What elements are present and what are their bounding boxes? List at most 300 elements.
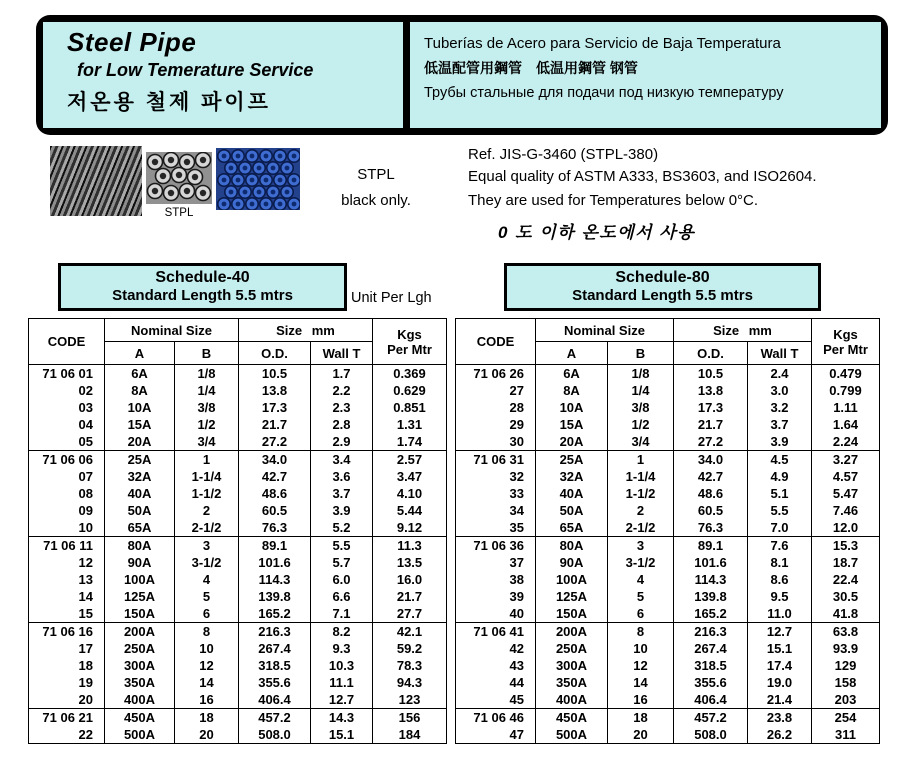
wall-t-cell: 9.5	[748, 588, 812, 605]
od-cell: 48.6	[239, 485, 311, 502]
size-b-cell: 3/4	[175, 433, 239, 451]
size-b-cell: 8	[608, 623, 674, 641]
table-row	[456, 657, 880, 674]
od-cell: 406.4	[674, 691, 748, 709]
od-cell: 34.0	[674, 451, 748, 469]
kgs-per-mtr-cell: 0.369	[373, 365, 447, 383]
table-row	[456, 571, 880, 588]
code-cell: 44	[456, 674, 536, 691]
size-a-cell: 32A	[105, 468, 175, 485]
od-header: O.D.	[674, 342, 748, 365]
code-cell: 43	[456, 657, 536, 674]
kgs-per-mtr-cell: 78.3	[373, 657, 447, 674]
size-a-cell: 80A	[105, 537, 175, 555]
od-cell: 139.8	[239, 588, 311, 605]
code-cell: 71 06 31	[456, 451, 536, 469]
size-b-cell: 18	[608, 709, 674, 727]
size-b-cell: 1/8	[608, 365, 674, 383]
schedule80-table	[455, 318, 880, 744]
kgs-per-mtr-cell: 7.46	[812, 502, 880, 519]
code-cell: 39	[456, 588, 536, 605]
code-cell: 71 06 46	[456, 709, 536, 727]
nominal-size-header: Nominal Size	[105, 319, 239, 342]
code-cell: 29	[456, 416, 536, 433]
size-a-cell: 65A	[105, 519, 175, 537]
kgs-per-mtr-cell: 156	[373, 709, 447, 727]
od-header: O.D.	[239, 342, 311, 365]
od-cell: 27.2	[239, 433, 311, 451]
kgs-per-mtr-cell: 21.7	[373, 588, 447, 605]
kgs-per-mtr-cell: 15.3	[812, 537, 880, 555]
kgs-per-mtr-cell: 16.0	[373, 571, 447, 588]
size-a-cell: 50A	[105, 502, 175, 519]
od-cell: 508.0	[674, 726, 748, 744]
wall-t-cell: 5.5	[311, 537, 373, 555]
table-row	[29, 726, 447, 744]
code-cell: 71 06 06	[29, 451, 105, 469]
od-cell: 27.2	[674, 433, 748, 451]
od-cell: 17.3	[674, 399, 748, 416]
table-row	[456, 554, 880, 571]
kgs-per-mtr-cell: 2.57	[373, 451, 447, 469]
code-cell: 40	[456, 605, 536, 623]
col-a-header: A	[105, 342, 175, 365]
size-a-cell: 300A	[536, 657, 608, 674]
size-a-cell: 125A	[105, 588, 175, 605]
kgs-per-mtr-cell: 12.0	[812, 519, 880, 537]
table-row	[456, 640, 880, 657]
wall-t-cell: 2.3	[311, 399, 373, 416]
od-cell: 318.5	[674, 657, 748, 674]
size-b-cell: 2-1/2	[608, 519, 674, 537]
page-title: Steel Pipe	[67, 27, 197, 57]
size-b-cell: 5	[175, 588, 239, 605]
size-a-cell: 150A	[105, 605, 175, 623]
size-a-cell: 450A	[105, 709, 175, 727]
od-cell: 216.3	[239, 623, 311, 641]
schedule40-title: Schedule-40	[155, 269, 250, 286]
wall-t-cell: 15.1	[311, 726, 373, 744]
table-row	[29, 519, 447, 537]
code-cell: 71 06 11	[29, 537, 105, 555]
kgs-per-mtr-cell: 1.11	[812, 399, 880, 416]
page-title-korean: 저온용 철제 파이프	[67, 91, 271, 114]
size-a-cell: 300A	[105, 657, 175, 674]
kgs-per-mtr-cell: 41.8	[812, 605, 880, 623]
size-a-cell: 350A	[105, 674, 175, 691]
kgs-per-mtr-header	[373, 319, 447, 365]
kgs-label: Kgs	[397, 326, 422, 342]
kgs-per-mtr-cell: 27.7	[373, 605, 447, 623]
table-row	[29, 468, 447, 485]
code-cell: 15	[29, 605, 105, 623]
size-b-cell: 3-1/2	[608, 554, 674, 571]
size-b-cell: 1-1/4	[608, 468, 674, 485]
size-a-cell: 10A	[536, 399, 608, 416]
page-subtitle: for Low Temerature Service	[77, 60, 314, 80]
table-row	[29, 433, 447, 451]
size-b-cell: 14	[175, 674, 239, 691]
size-a-cell: 350A	[536, 674, 608, 691]
size-b-cell: 12	[175, 657, 239, 674]
table-row	[456, 605, 880, 623]
size-b-cell: 1	[608, 451, 674, 469]
table-row	[456, 433, 880, 451]
code-cell: 47	[456, 726, 536, 744]
size-b-cell: 20	[608, 726, 674, 744]
table-row	[456, 691, 880, 709]
size-a-cell: 20A	[105, 433, 175, 451]
code-header: CODE	[29, 319, 105, 365]
wall-t-cell: 3.7	[748, 416, 812, 433]
stpl-note	[328, 162, 424, 214]
wall-t-cell: 3.4	[311, 451, 373, 469]
wall-t-cell: 26.2	[748, 726, 812, 744]
od-cell: 10.5	[239, 365, 311, 383]
kgs-per-mtr-cell: 123	[373, 691, 447, 709]
table-row	[29, 416, 447, 433]
code-cell: 22	[29, 726, 105, 744]
od-cell: 89.1	[239, 537, 311, 555]
size-b-cell: 1/4	[175, 382, 239, 399]
size-a-cell: 80A	[536, 537, 608, 555]
code-cell: 71 06 41	[456, 623, 536, 641]
masthead-frame	[36, 15, 888, 135]
table-row	[456, 468, 880, 485]
size-a-cell: 6A	[105, 365, 175, 383]
od-cell: 21.7	[674, 416, 748, 433]
table-row	[29, 485, 447, 502]
size-a-cell: 400A	[536, 691, 608, 709]
table-row	[29, 399, 447, 416]
kgs-per-mtr-cell: 5.47	[812, 485, 880, 502]
reference-notes	[468, 146, 894, 243]
od-cell: 355.6	[239, 674, 311, 691]
code-cell: 42	[456, 640, 536, 657]
schedule80-subtitle: Standard Length 5.5 mtrs	[572, 287, 753, 304]
size-a-cell: 8A	[536, 382, 608, 399]
kgs-per-mtr-cell: 30.5	[812, 588, 880, 605]
wall-t-cell: 11.0	[748, 605, 812, 623]
kgs-per-mtr-cell: 13.5	[373, 554, 447, 571]
od-cell: 10.5	[674, 365, 748, 383]
code-cell: 30	[456, 433, 536, 451]
code-cell: 10	[29, 519, 105, 537]
kgs-per-mtr-cell: 3.27	[812, 451, 880, 469]
code-cell: 19	[29, 674, 105, 691]
size-a-cell: 15A	[536, 416, 608, 433]
table-row	[29, 554, 447, 571]
size-a-cell: 90A	[536, 554, 608, 571]
kgs-per-mtr-cell: 1.31	[373, 416, 447, 433]
od-cell: 457.2	[674, 709, 748, 727]
code-cell: 03	[29, 399, 105, 416]
wall-t-cell: 2.4	[748, 365, 812, 383]
size-b-cell: 14	[608, 674, 674, 691]
masthead-translation-panel	[410, 22, 881, 128]
code-cell: 34	[456, 502, 536, 519]
kgs-per-mtr-cell: 63.8	[812, 623, 880, 641]
size-a-cell: 125A	[536, 588, 608, 605]
wall-t-cell: 5.7	[311, 554, 373, 571]
size-a-cell: 450A	[536, 709, 608, 727]
size-a-cell: 90A	[105, 554, 175, 571]
table-row	[29, 605, 447, 623]
size-a-cell: 150A	[536, 605, 608, 623]
table-row	[29, 451, 447, 469]
od-cell: 101.6	[239, 554, 311, 571]
wall-t-cell: 17.4	[748, 657, 812, 674]
od-cell: 48.6	[674, 485, 748, 502]
wall-t-cell: 8.1	[748, 554, 812, 571]
code-cell: 17	[29, 640, 105, 657]
code-cell: 71 06 21	[29, 709, 105, 727]
size-a-cell: 40A	[105, 485, 175, 502]
size-b-cell: 4	[175, 571, 239, 588]
table-row	[29, 709, 447, 727]
size-b-cell: 3-1/2	[175, 554, 239, 571]
wall-t-cell: 23.8	[748, 709, 812, 727]
size-b-cell: 18	[175, 709, 239, 727]
per-mtr-label: Per Mtr	[823, 341, 868, 357]
size-b-cell: 6	[608, 605, 674, 623]
code-cell: 13	[29, 571, 105, 588]
size-b-cell: 1/2	[608, 416, 674, 433]
wall-t-cell: 4.9	[748, 468, 812, 485]
kgs-per-mtr-cell: 1.74	[373, 433, 447, 451]
table-row	[29, 588, 447, 605]
title-russian: Трубы стальные для подачи под низкую температуру	[424, 85, 784, 101]
size-a-cell: 20A	[536, 433, 608, 451]
od-cell: 457.2	[239, 709, 311, 727]
col-b-header: B	[608, 342, 674, 365]
wall-t-cell: 2.8	[311, 416, 373, 433]
od-cell: 76.3	[239, 519, 311, 537]
stacked-pipes-photo	[50, 146, 142, 216]
od-cell: 89.1	[674, 537, 748, 555]
kgs-per-mtr-header	[812, 319, 880, 365]
kgs-per-mtr-cell: 93.9	[812, 640, 880, 657]
ref-usage: They are used for Temperatures below 0°C.	[468, 192, 759, 209]
wall-t-cell: 3.9	[748, 433, 812, 451]
wall-t-cell: 6.6	[311, 588, 373, 605]
stpl-note-line2: black only.	[341, 192, 411, 209]
code-cell: 20	[29, 691, 105, 709]
wall-t-cell: 5.2	[311, 519, 373, 537]
wall-t-cell: 3.2	[748, 399, 812, 416]
od-cell: 355.6	[674, 674, 748, 691]
schedule40-subtitle: Standard Length 5.5 mtrs	[112, 287, 293, 304]
code-cell: 27	[456, 382, 536, 399]
photo-caption-stpl: STPL	[164, 207, 194, 219]
schedule40-table	[28, 318, 447, 744]
size-a-cell: 15A	[105, 416, 175, 433]
wall-t-cell: 12.7	[748, 623, 812, 641]
wall-t-cell: 2.9	[311, 433, 373, 451]
kgs-per-mtr-cell: 0.851	[373, 399, 447, 416]
od-cell: 165.2	[239, 605, 311, 623]
wall-t-cell: 12.7	[311, 691, 373, 709]
od-cell: 21.7	[239, 416, 311, 433]
nominal-size-header: Nominal Size	[536, 319, 674, 342]
ref-usage-korean: 0 도 이하 온도에서 사용	[498, 223, 696, 242]
size-a-cell: 250A	[105, 640, 175, 657]
size-a-cell: 40A	[536, 485, 608, 502]
kgs-label: Kgs	[833, 326, 858, 342]
schedule40-header-box	[58, 263, 347, 311]
table-row	[29, 674, 447, 691]
code-cell: 08	[29, 485, 105, 502]
size-b-cell: 1/2	[175, 416, 239, 433]
stpl-note-line1: STPL	[357, 166, 395, 183]
col-b-header: B	[175, 342, 239, 365]
wall-t-cell: 4.5	[748, 451, 812, 469]
size-b-cell: 3	[608, 537, 674, 555]
wall-t-header: Wall T	[311, 342, 373, 365]
pipe-bundle-photo	[216, 148, 300, 210]
od-cell: 267.4	[239, 640, 311, 657]
size-b-cell: 3	[175, 537, 239, 555]
kgs-per-mtr-cell: 1.64	[812, 416, 880, 433]
wall-t-cell: 1.7	[311, 365, 373, 383]
kgs-per-mtr-cell: 18.7	[812, 554, 880, 571]
code-cell: 07	[29, 468, 105, 485]
od-cell: 406.4	[239, 691, 311, 709]
col-a-header: A	[536, 342, 608, 365]
table-row	[456, 502, 880, 519]
code-cell: 12	[29, 554, 105, 571]
size-b-cell: 3/4	[608, 433, 674, 451]
table-row	[29, 691, 447, 709]
wall-t-cell: 3.9	[311, 502, 373, 519]
wall-t-cell: 3.6	[311, 468, 373, 485]
kgs-per-mtr-cell: 3.47	[373, 468, 447, 485]
size-a-cell: 32A	[536, 468, 608, 485]
kgs-per-mtr-cell: 22.4	[812, 571, 880, 588]
size-b-cell: 1	[175, 451, 239, 469]
size-b-cell: 1-1/4	[175, 468, 239, 485]
schedule80-title: Schedule-80	[615, 269, 710, 286]
od-cell: 139.8	[674, 588, 748, 605]
wall-t-cell: 19.0	[748, 674, 812, 691]
table-row	[29, 365, 447, 383]
ref-equal-quality: Equal quality of ASTM A333, BS3603, and ISO2604.	[468, 168, 817, 185]
code-cell: 33	[456, 485, 536, 502]
unit-per-length-label: Unit Per Lgh	[351, 290, 432, 306]
wall-t-cell: 6.0	[311, 571, 373, 588]
od-cell: 13.8	[674, 382, 748, 399]
size-a-cell: 8A	[105, 382, 175, 399]
size-a-cell: 100A	[105, 571, 175, 588]
table-row	[29, 623, 447, 641]
table-row	[456, 399, 880, 416]
kgs-per-mtr-cell: 184	[373, 726, 447, 744]
table-row	[456, 519, 880, 537]
table-row	[29, 571, 447, 588]
od-cell: 42.7	[674, 468, 748, 485]
code-cell: 71 06 01	[29, 365, 105, 383]
size-b-cell: 1-1/2	[608, 485, 674, 502]
kgs-per-mtr-cell: 129	[812, 657, 880, 674]
wall-t-cell: 8.6	[748, 571, 812, 588]
od-cell: 165.2	[674, 605, 748, 623]
masthead-title-panel	[43, 22, 403, 128]
size-b-cell: 4	[608, 571, 674, 588]
kgs-per-mtr-cell: 203	[812, 691, 880, 709]
size-b-cell: 8	[175, 623, 239, 641]
table-row	[456, 537, 880, 555]
od-cell: 114.3	[239, 571, 311, 588]
code-cell: 09	[29, 502, 105, 519]
code-cell: 71 06 16	[29, 623, 105, 641]
table-row	[456, 674, 880, 691]
code-cell: 32	[456, 468, 536, 485]
schedule80-header-box	[504, 263, 821, 311]
wall-t-cell: 7.1	[311, 605, 373, 623]
size-b-cell: 10	[175, 640, 239, 657]
size-a-cell: 200A	[105, 623, 175, 641]
kgs-per-mtr-cell: 158	[812, 674, 880, 691]
table-row	[456, 365, 880, 383]
code-header: CODE	[456, 319, 536, 365]
kgs-per-mtr-cell: 5.44	[373, 502, 447, 519]
size-mm-header: Size mm	[674, 319, 812, 342]
wall-t-cell: 9.3	[311, 640, 373, 657]
size-b-cell: 3/8	[175, 399, 239, 416]
table-row	[29, 640, 447, 657]
wall-t-cell: 5.1	[748, 485, 812, 502]
size-a-cell: 500A	[536, 726, 608, 744]
kgs-per-mtr-cell: 0.629	[373, 382, 447, 399]
schedule80-table-wrap	[455, 318, 880, 744]
od-cell: 267.4	[674, 640, 748, 657]
size-a-cell: 25A	[536, 451, 608, 469]
size-mm-header: Size mm	[239, 319, 373, 342]
per-mtr-label: Per Mtr	[387, 341, 432, 357]
table-row	[456, 416, 880, 433]
code-cell: 28	[456, 399, 536, 416]
od-cell: 34.0	[239, 451, 311, 469]
size-a-cell: 100A	[536, 571, 608, 588]
size-b-cell: 2-1/2	[175, 519, 239, 537]
size-a-cell: 10A	[105, 399, 175, 416]
table-row	[29, 537, 447, 555]
kgs-per-mtr-cell: 0.799	[812, 382, 880, 399]
size-b-cell: 12	[608, 657, 674, 674]
code-cell: 05	[29, 433, 105, 451]
code-cell: 71 06 26	[456, 365, 536, 383]
od-cell: 216.3	[674, 623, 748, 641]
size-b-cell: 20	[175, 726, 239, 744]
size-a-cell: 400A	[105, 691, 175, 709]
od-cell: 101.6	[674, 554, 748, 571]
code-cell: 71 06 36	[456, 537, 536, 555]
size-a-cell: 200A	[536, 623, 608, 641]
size-b-cell: 16	[608, 691, 674, 709]
kgs-per-mtr-cell: 2.24	[812, 433, 880, 451]
od-cell: 318.5	[239, 657, 311, 674]
kgs-per-mtr-cell: 0.479	[812, 365, 880, 383]
pipe-ends-photo	[146, 152, 212, 204]
kgs-per-mtr-cell: 311	[812, 726, 880, 744]
code-cell: 02	[29, 382, 105, 399]
kgs-per-mtr-cell: 254	[812, 709, 880, 727]
size-b-cell: 1/4	[608, 382, 674, 399]
table-row	[456, 485, 880, 502]
table-row	[456, 451, 880, 469]
table-row	[29, 502, 447, 519]
title-cjk: 低温配管用鋼管 低温用鋼管 钢管	[424, 60, 638, 76]
